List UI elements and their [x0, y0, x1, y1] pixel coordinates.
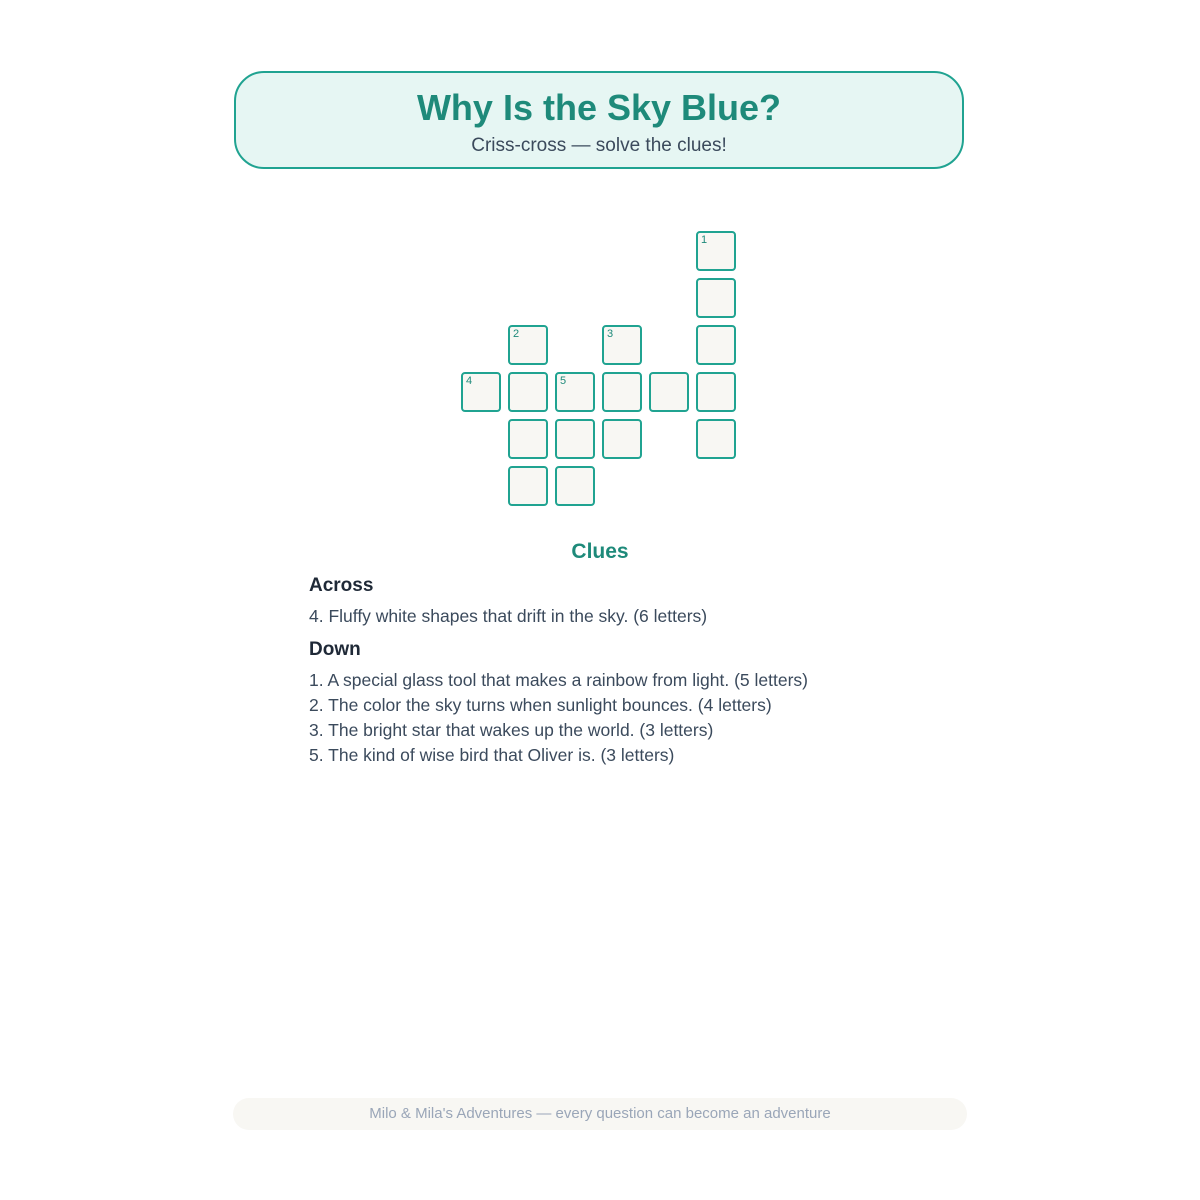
crossword-cell[interactable] — [696, 231, 736, 271]
crossword-cell[interactable] — [602, 372, 642, 412]
crossword-cell[interactable] — [602, 419, 642, 459]
crossword-cell[interactable] — [508, 372, 548, 412]
page-subtitle: Criss-cross — solve the clues! — [471, 135, 727, 156]
clue-number: 4 — [466, 375, 473, 387]
page-title: Why Is the Sky Blue? — [416, 87, 782, 128]
crossword-cell[interactable] — [508, 325, 548, 365]
crossword-cell[interactable] — [649, 372, 689, 412]
crossword-cell[interactable] — [696, 325, 736, 365]
crossword-cell[interactable] — [555, 372, 595, 412]
clue-down-1: 1. A special glass tool that makes a rainbow from light. (5 letters) — [309, 670, 808, 690]
clue-down-5: 5. The kind of wise bird that Oliver is. (3 letters) — [309, 745, 675, 765]
crossword-cell[interactable] — [555, 466, 595, 506]
crossword-cell[interactable] — [696, 278, 736, 318]
clue-down-3: 3. The bright star that wakes up the world. (3 letters) — [309, 720, 714, 740]
crossword-cell[interactable] — [696, 419, 736, 459]
clue-number: 5 — [560, 375, 567, 387]
clues-title: Clues — [571, 540, 629, 563]
crossword-grid — [0, 0, 1200, 540]
crossword-cell[interactable] — [508, 466, 548, 506]
across-heading: Across — [309, 575, 374, 596]
crossword-cell[interactable] — [602, 325, 642, 365]
crossword-cell[interactable] — [461, 372, 501, 412]
clue-number: 2 — [513, 328, 520, 340]
footer-tagline: Milo & Mila's Adventures — every question can become an adventure — [233, 1098, 967, 1130]
clue-number: 1 — [701, 234, 708, 246]
down-heading: Down — [309, 639, 361, 660]
clue-number: 3 — [607, 328, 614, 340]
clue-across-4: 4. Fluffy white shapes that drift in the sky. (6 letters) — [309, 606, 708, 626]
crossword-cell[interactable] — [696, 372, 736, 412]
crossword-cell[interactable] — [555, 419, 595, 459]
clue-down-2: 2. The color the sky turns when sunlight bounces. (4 letters) — [309, 695, 772, 715]
crossword-cell[interactable] — [508, 419, 548, 459]
